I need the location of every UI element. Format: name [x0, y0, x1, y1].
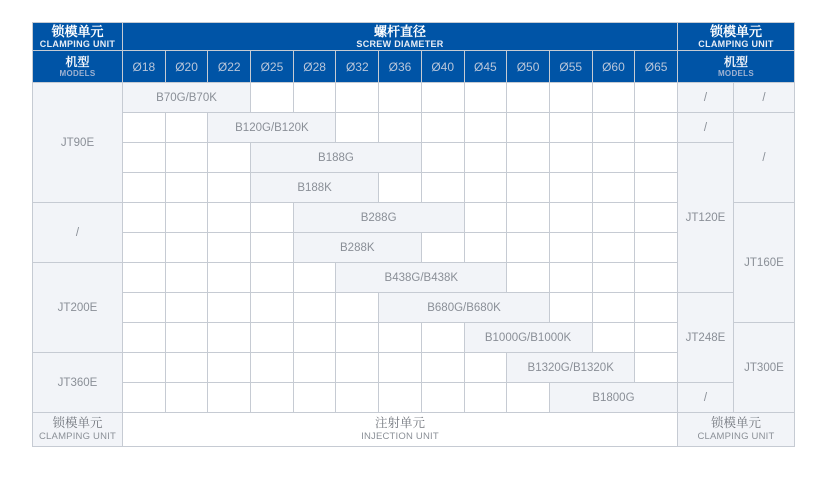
empty-cell	[421, 353, 464, 383]
right-model-cell-col2: /	[733, 113, 794, 203]
screw-range-cell: B1800G	[549, 383, 677, 413]
screw-range-cell: B70G/B70K	[123, 83, 251, 113]
screw-range-cell: B188K	[251, 173, 379, 203]
empty-cell	[592, 203, 635, 233]
empty-cell	[336, 323, 379, 353]
empty-cell	[549, 293, 592, 323]
diameter-col-header: Ø32	[336, 51, 379, 83]
empty-cell	[549, 143, 592, 173]
empty-cell	[507, 83, 550, 113]
empty-cell	[549, 203, 592, 233]
empty-cell	[165, 233, 208, 263]
diameter-col-header: Ø22	[208, 51, 251, 83]
screw-range-cell: B1320G/B1320K	[507, 353, 635, 383]
empty-cell	[507, 143, 550, 173]
empty-cell	[293, 383, 336, 413]
left-model-cell: JT90E	[33, 83, 123, 203]
empty-cell	[251, 233, 294, 263]
empty-cell	[165, 323, 208, 353]
empty-cell	[592, 113, 635, 143]
empty-cell	[208, 143, 251, 173]
table-row	[33, 113, 795, 143]
empty-cell	[549, 83, 592, 113]
clamping-unit-header-left-zh: 锁模单元	[51, 23, 104, 39]
clamping-unit-header-right-en: CLAMPING UNIT	[698, 38, 774, 49]
empty-cell	[379, 323, 422, 353]
empty-cell	[293, 323, 336, 353]
empty-cell	[421, 173, 464, 203]
empty-cell	[507, 113, 550, 143]
empty-cell	[165, 383, 208, 413]
right-model-cell-col1: /	[677, 383, 733, 413]
right-model-cell-col1: JT120E	[677, 143, 733, 293]
diameter-col-header: Ø55	[549, 51, 592, 83]
screw-range-cell: B120G/B120K	[208, 113, 336, 143]
empty-cell	[251, 353, 294, 383]
left-model-cell: JT200E	[33, 263, 123, 353]
empty-cell	[464, 203, 507, 233]
empty-cell	[123, 323, 166, 353]
empty-cell	[123, 383, 166, 413]
table-row	[33, 293, 795, 323]
empty-cell	[251, 263, 294, 293]
empty-cell	[421, 383, 464, 413]
empty-cell	[464, 353, 507, 383]
empty-cell	[165, 113, 208, 143]
screw-diameter-header	[123, 23, 678, 51]
empty-cell	[123, 173, 166, 203]
empty-cell	[208, 173, 251, 203]
diameter-col-header: Ø65	[635, 51, 678, 83]
empty-cell	[592, 263, 635, 293]
screw-diameter-header-zh: 螺杆直径	[373, 23, 426, 39]
empty-cell	[635, 173, 678, 203]
empty-cell	[421, 323, 464, 353]
empty-cell	[208, 383, 251, 413]
right-model-cell-col1: /	[677, 113, 733, 143]
empty-cell	[635, 83, 678, 113]
screw-range-cell: B288G	[293, 203, 464, 233]
models-header-right-en: MODELS	[717, 68, 754, 78]
empty-cell	[165, 143, 208, 173]
empty-cell	[592, 143, 635, 173]
empty-cell	[336, 113, 379, 143]
empty-cell	[635, 293, 678, 323]
empty-cell	[592, 83, 635, 113]
screw-range-cell: B188G	[251, 143, 422, 173]
empty-cell	[123, 263, 166, 293]
empty-cell	[464, 113, 507, 143]
clamping-unit-header-left-en: CLAMPING UNIT	[39, 38, 116, 49]
empty-cell	[507, 233, 550, 263]
empty-cell	[464, 83, 507, 113]
empty-cell	[635, 353, 678, 383]
table-row	[33, 383, 795, 413]
empty-cell	[549, 173, 592, 203]
footer-clamping-unit-right-en: CLAMPING UNIT	[697, 431, 775, 442]
empty-cell	[507, 383, 550, 413]
empty-cell	[592, 293, 635, 323]
empty-cell	[123, 113, 166, 143]
diameter-col-header: Ø50	[507, 51, 550, 83]
right-model-cell-col2: JT300E	[733, 323, 794, 413]
empty-cell	[464, 143, 507, 173]
footer-clamping-unit-left-en: CLAMPING UNIT	[38, 431, 117, 442]
empty-cell	[336, 353, 379, 383]
empty-cell	[165, 293, 208, 323]
empty-cell	[635, 203, 678, 233]
models-header-right-zh: 机型	[723, 54, 748, 69]
screw-range-cell: B438G/B438K	[336, 263, 507, 293]
empty-cell	[165, 353, 208, 383]
right-model-cell-col1: JT248E	[677, 293, 733, 383]
empty-cell	[123, 353, 166, 383]
empty-cell	[464, 173, 507, 203]
empty-cell	[549, 263, 592, 293]
screw-diameter-spec-table	[32, 22, 795, 447]
empty-cell	[635, 263, 678, 293]
empty-cell	[549, 233, 592, 263]
empty-cell	[123, 203, 166, 233]
screw-diameter-header-en: SCREW DIAMETER	[356, 38, 444, 49]
models-header-left	[33, 51, 123, 83]
clamping-unit-header-right-zh: 锁模单元	[709, 23, 762, 39]
table-row	[33, 143, 795, 173]
left-model-cell: /	[33, 203, 123, 263]
right-model-cell-col1: /	[677, 83, 733, 113]
footer-injection-unit-zh: 注射单元	[374, 416, 425, 430]
empty-cell	[293, 353, 336, 383]
empty-cell	[635, 143, 678, 173]
right-model-cell-col2: JT160E	[733, 203, 794, 323]
empty-cell	[507, 263, 550, 293]
empty-cell	[592, 173, 635, 203]
footer-injection-unit	[123, 413, 678, 447]
empty-cell	[421, 233, 464, 263]
empty-cell	[208, 353, 251, 383]
screw-range-cell: B680G/B680K	[379, 293, 550, 323]
empty-cell	[464, 233, 507, 263]
diameter-col-header: Ø18	[123, 51, 166, 83]
empty-cell	[379, 173, 422, 203]
models-header-right	[677, 51, 794, 83]
models-header-left-zh: 机型	[65, 54, 90, 69]
screw-range-cell: B288K	[293, 233, 421, 263]
empty-cell	[464, 383, 507, 413]
footer-clamping-unit-right-zh: 锁模单元	[710, 416, 761, 430]
empty-cell	[549, 113, 592, 143]
screw-range-cell: B1000G/B1000K	[464, 323, 592, 353]
empty-cell	[592, 233, 635, 263]
empty-cell	[379, 83, 422, 113]
empty-cell	[379, 353, 422, 383]
diameter-col-header: Ø45	[464, 51, 507, 83]
empty-cell	[293, 263, 336, 293]
empty-cell	[208, 233, 251, 263]
empty-cell	[507, 173, 550, 203]
empty-cell	[293, 293, 336, 323]
footer-clamping-unit-left-zh: 锁模单元	[52, 416, 103, 430]
empty-cell	[123, 233, 166, 263]
footer-clamping-unit-right	[677, 413, 794, 447]
empty-cell	[208, 203, 251, 233]
diameter-col-header: Ø60	[592, 51, 635, 83]
footer-clamping-unit-left	[33, 413, 123, 447]
empty-cell	[208, 263, 251, 293]
diameter-col-header: Ø40	[421, 51, 464, 83]
empty-cell	[123, 143, 166, 173]
empty-cell	[165, 263, 208, 293]
diameter-col-header: Ø20	[165, 51, 208, 83]
empty-cell	[592, 323, 635, 353]
empty-cell	[379, 383, 422, 413]
empty-cell	[251, 383, 294, 413]
right-model-cell-col2: /	[733, 83, 794, 113]
empty-cell	[123, 293, 166, 323]
diameter-col-header: Ø28	[293, 51, 336, 83]
clamping-unit-header-left	[33, 23, 123, 51]
empty-cell	[421, 83, 464, 113]
empty-cell	[251, 83, 294, 113]
clamping-unit-header-right	[677, 23, 794, 51]
empty-cell	[635, 113, 678, 143]
diameter-col-header: Ø25	[251, 51, 294, 83]
empty-cell	[635, 233, 678, 263]
empty-cell	[379, 113, 422, 143]
diameter-col-header: Ø36	[379, 51, 422, 83]
empty-cell	[421, 113, 464, 143]
empty-cell	[208, 323, 251, 353]
empty-cell	[421, 143, 464, 173]
table-row	[33, 83, 795, 113]
empty-cell	[293, 83, 336, 113]
empty-cell	[336, 83, 379, 113]
empty-cell	[208, 293, 251, 323]
empty-cell	[251, 203, 294, 233]
empty-cell	[165, 173, 208, 203]
left-model-cell: JT360E	[33, 353, 123, 413]
empty-cell	[336, 293, 379, 323]
empty-cell	[165, 203, 208, 233]
empty-cell	[507, 203, 550, 233]
empty-cell	[336, 383, 379, 413]
empty-cell	[635, 323, 678, 353]
footer-injection-unit-en: INJECTION UNIT	[361, 431, 439, 442]
empty-cell	[251, 293, 294, 323]
models-header-left-en: MODELS	[59, 68, 96, 78]
empty-cell	[251, 323, 294, 353]
